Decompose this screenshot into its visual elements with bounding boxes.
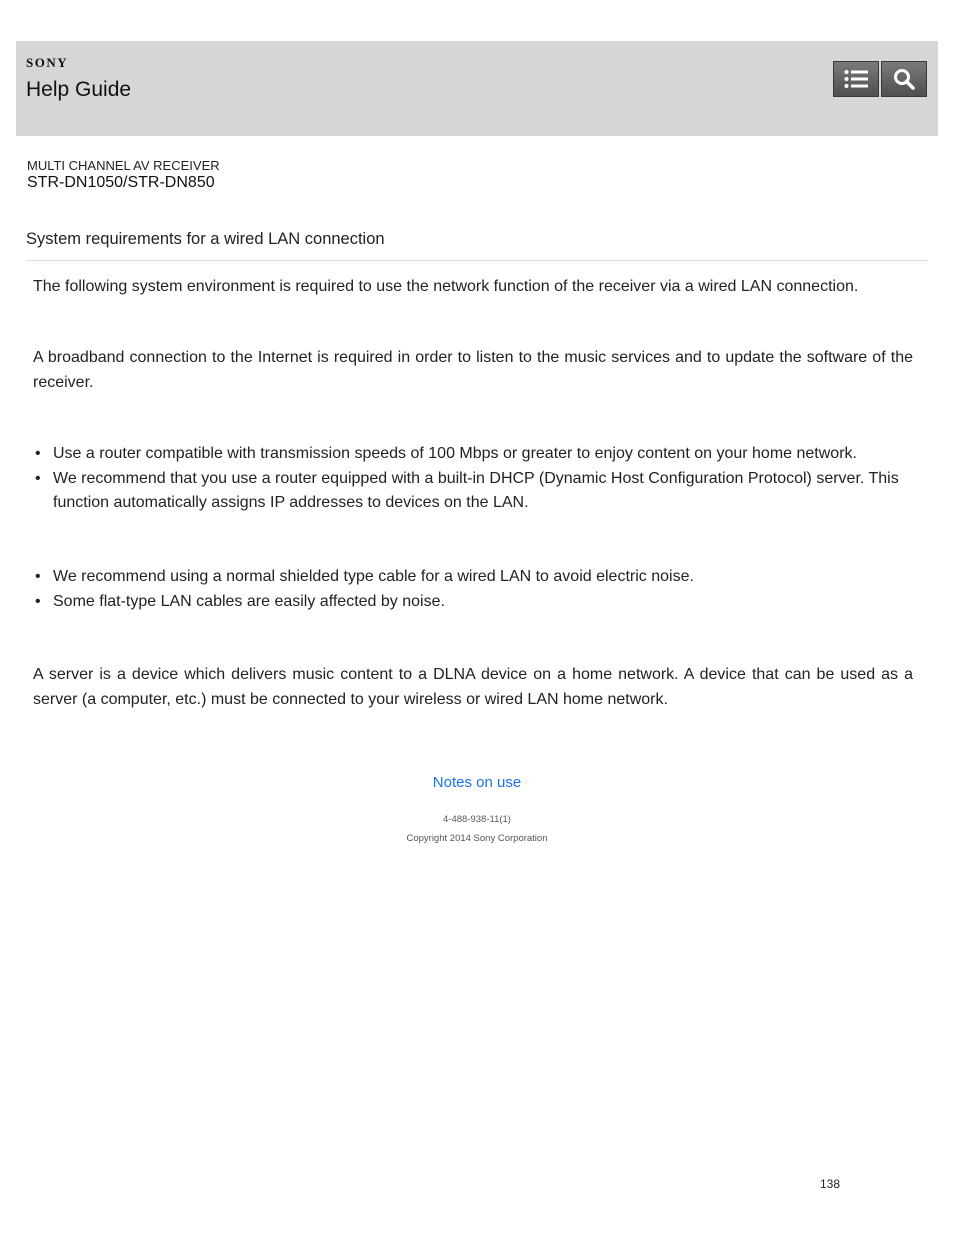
list-item: • Use a router compatible with transmission speeds of 100 Mbps or greater to enjoy content on your home network.: [35, 445, 857, 462]
router-list: [33, 442, 913, 516]
guide-title: Help Guide: [26, 78, 132, 101]
document-number: 4-488-938-11(1): [443, 814, 511, 825]
copyright: Copyright 2014 Sony Corporation: [406, 833, 548, 844]
server-paragraph: A server is a device which delivers music content to a DLNA device on a home network. A device that can be used as a server (a computer, etc.) must be connected to your wireless or wired LAN home network.: [33, 666, 913, 708]
list-item: • We recommend using a normal shielded type cable for a wired LAN to avoid electric noise.: [35, 568, 694, 585]
brand-logo: SONY: [26, 55, 69, 70]
list-item-text: Some flat-type LAN cables are easily affected by noise.: [53, 592, 445, 610]
title-divider: [26, 260, 928, 261]
broadband-paragraph: A broadband connection to the Internet is required in order to listen to the music services and to update the software of the receiver.: [33, 349, 913, 391]
search-button[interactable]: [881, 61, 927, 97]
table-of-contents-button[interactable]: [833, 61, 879, 97]
list-item-text: We recommend using a normal shielded type cable for a wired LAN to avoid electric noise.: [53, 568, 694, 585]
search-icon: [893, 68, 915, 90]
header-buttons: [833, 61, 927, 97]
header-bar: [16, 41, 938, 136]
cable-list: [33, 565, 913, 614]
list-item-text: Use a router compatible with transmission speeds of 100 Mbps or greater to enjoy content on your home network.: [53, 445, 857, 462]
page-number: 138: [820, 1177, 841, 1191]
list-item: • Some flat-type LAN cables are easily affected by noise.: [35, 592, 445, 610]
list-item-text: We recommend that you use a router equipped with a built-in DHCP (Dynamic Host Configuration Protocol) server. This function automatically assigns IP addresses to devices on the LAN.: [53, 469, 899, 511]
list-icon: [844, 69, 868, 89]
product-category: MULTI CHANNEL AV RECEIVER: [27, 158, 220, 173]
list-item: • We recommend that you use a router equipped with a built-in DHCP (Dynamic Host Configuration Protocol) server. This function automatically assigns IP addresses to devices on the LAN.: [35, 469, 899, 511]
related-link-notes-on-use[interactable]: Notes on use: [432, 774, 522, 791]
page-title: System requirements for a wired LAN connection: [26, 230, 385, 248]
intro-paragraph: The following system environment is required to use the network function of the receiver via a wired LAN connection.: [33, 278, 859, 295]
product-model: STR-DN1050/STR-DN850: [27, 174, 215, 191]
